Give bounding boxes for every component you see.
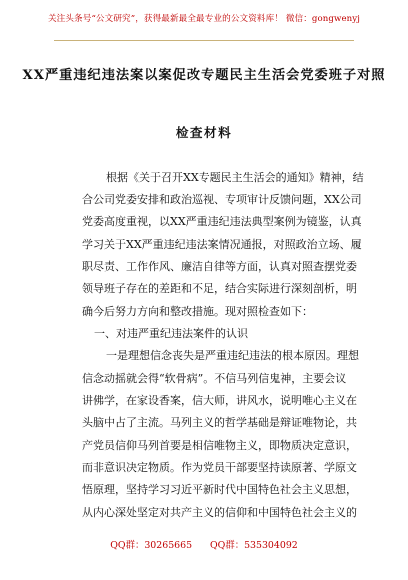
paragraph-line: 一是理想信念丧失是严重违纪违法的根本原因。理想 [106,349,359,362]
paragraph-line: 根据《关于召开XX专题民主生活会的通知》精神，结 [106,171,364,184]
paragraph-line: 合公司党委安排和政治巡视、专项审计反馈问题，XX公司 [82,193,362,206]
document-title: XX严重违纪违法案以案促改专题民主生活会党委班子对照 [22,68,386,83]
header-banner: 关注头条号“公文研究”，获得最新最全最专业的公文资料库！ 微信：gongwenyj [47,14,361,24]
footer-qq-group-1: QQ群：30265665 [110,540,193,551]
paragraph-line: 讲佛学，在家设香案，信大师，讲风水，说明唯心主义在 [82,394,357,407]
footer-qq-group-2: QQ群：535304092 [209,540,298,551]
paragraph-line: 而非意识决定物质。作为党员干部要坚持读原著、学原文 [82,461,357,474]
paragraph-line: 从内心深处坚定对共产主义的信仰和中国特色社会主义的 [82,506,357,519]
header-divider [54,40,354,41]
document-subtitle: 检查材料 [175,125,233,140]
paragraph-line: 产党员信仰马列首要是相信唯物主义，即物质决定意识， [82,439,357,452]
paragraph-line: 党委高度重视，以XX严重违纪违法典型案例为镜鉴，认真 [82,215,362,228]
paragraph-line: 领导班子存在的差距和不足，结合实际进行深刻剖析，明 [82,282,357,295]
paragraph-line: 悟原理，坚持学习习近平新时代中国特色社会主义思想， [82,483,357,496]
paragraph-line: 信念动摇就会得“软骨病”。不信马列信鬼神，主要会议 [82,372,347,385]
paragraph-line: 职尽责、工作作风、廉洁自律等方面，认真对照查摆党委 [82,260,357,273]
paragraph-line: 学习关于XX严重违纪违法案情况通报，对照政治立场、履 [82,238,362,251]
section-heading: 一、对违严重纪违法案件的认识 [94,327,248,340]
paragraph-line: 确今后努力方向和整改措施。现对照检查如下： [82,305,313,318]
paragraph-line: 头脑中占了主流。马列主义的哲学基础是辩证唯物论，共 [82,416,357,429]
footer-contacts [0,537,408,551]
